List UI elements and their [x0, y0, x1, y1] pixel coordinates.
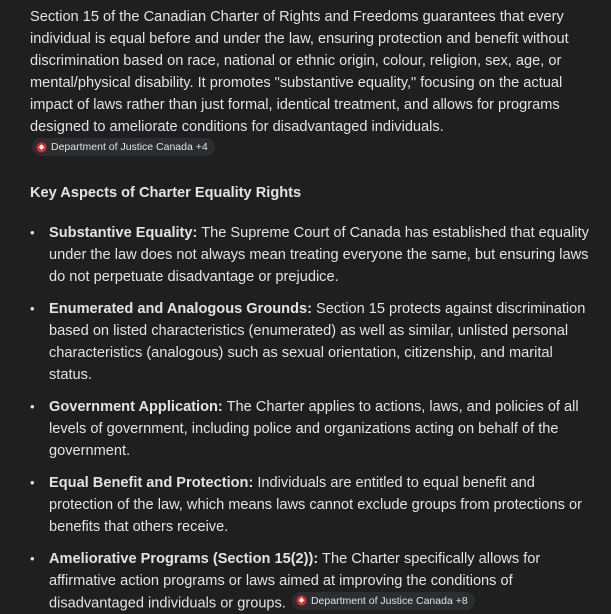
list-item [30, 298, 597, 386]
item-term: Ameliorative Programs (Section 15(2)): [49, 551, 318, 567]
list-item [30, 548, 597, 614]
list-item [30, 396, 597, 462]
bullet-icon: • [30, 222, 35, 244]
item-text: The Charter applies to actions, laws, and policies of all levels of government, including police and organizations acting on behalf of the government. [49, 399, 579, 459]
source-chip-programs[interactable] [292, 592, 475, 610]
bullet-icon: • [30, 548, 35, 570]
canada-maple-leaf-icon [296, 595, 307, 606]
item-text: Section 15 protects against discrimination based on listed characteristics (enumerated) as well as similar, unlisted personal characteristics (analogous) such as sexual orientation, citizenship, and marital status. [49, 301, 585, 383]
item-term: Equal Benefit and Protection: [49, 475, 253, 491]
bullet-icon: • [30, 298, 35, 320]
bullet-icon: • [30, 396, 35, 418]
canada-maple-leaf-icon [36, 142, 47, 153]
source-chip-intro[interactable] [32, 138, 215, 156]
source-chip-label: Department of Justice Canada +4 [51, 139, 208, 155]
item-text: The Supreme Court of Canada has established that equality under the law does not always mean treating everyone the same, but ensuring laws do not perpetuate disadvantage or prejudice. [49, 225, 589, 285]
item-text: Individuals are entitled to equal benefit and protection of the law, which means laws cannot exclude groups from protections or benefits that others receive. [49, 475, 582, 535]
section-heading: Key Aspects of Charter Equality Rights [30, 182, 597, 204]
aspects-list [30, 222, 597, 614]
bullet-icon: • [30, 472, 35, 494]
source-chip-label: Department of Justice Canada +8 [311, 593, 468, 609]
intro-paragraph [30, 6, 597, 161]
list-item [30, 222, 597, 288]
item-term: Enumerated and Analogous Grounds: [49, 301, 312, 317]
item-term: Substantive Equality: [49, 225, 197, 241]
intro-text: Section 15 of the Canadian Charter of Rights and Freedoms guarantees that every individual is equal before and under the law, ensuring protection and benefit without discrimination based on race, national or ethnic origin, colour, religion, sex, age, or mental/physical disability. It promotes "substantive equality," focusing on the actual impact of laws rather than just formal, identical treatment, and allows for programs designed to ameliorate conditions for disadvantaged individuals. [30, 9, 569, 135]
item-term: Government Application: [49, 399, 223, 415]
item-text: The Charter specifically allows for affirmative action programs or laws aimed at improving the conditions of disadvantaged individuals or groups. [49, 551, 540, 612]
list-item [30, 472, 597, 538]
